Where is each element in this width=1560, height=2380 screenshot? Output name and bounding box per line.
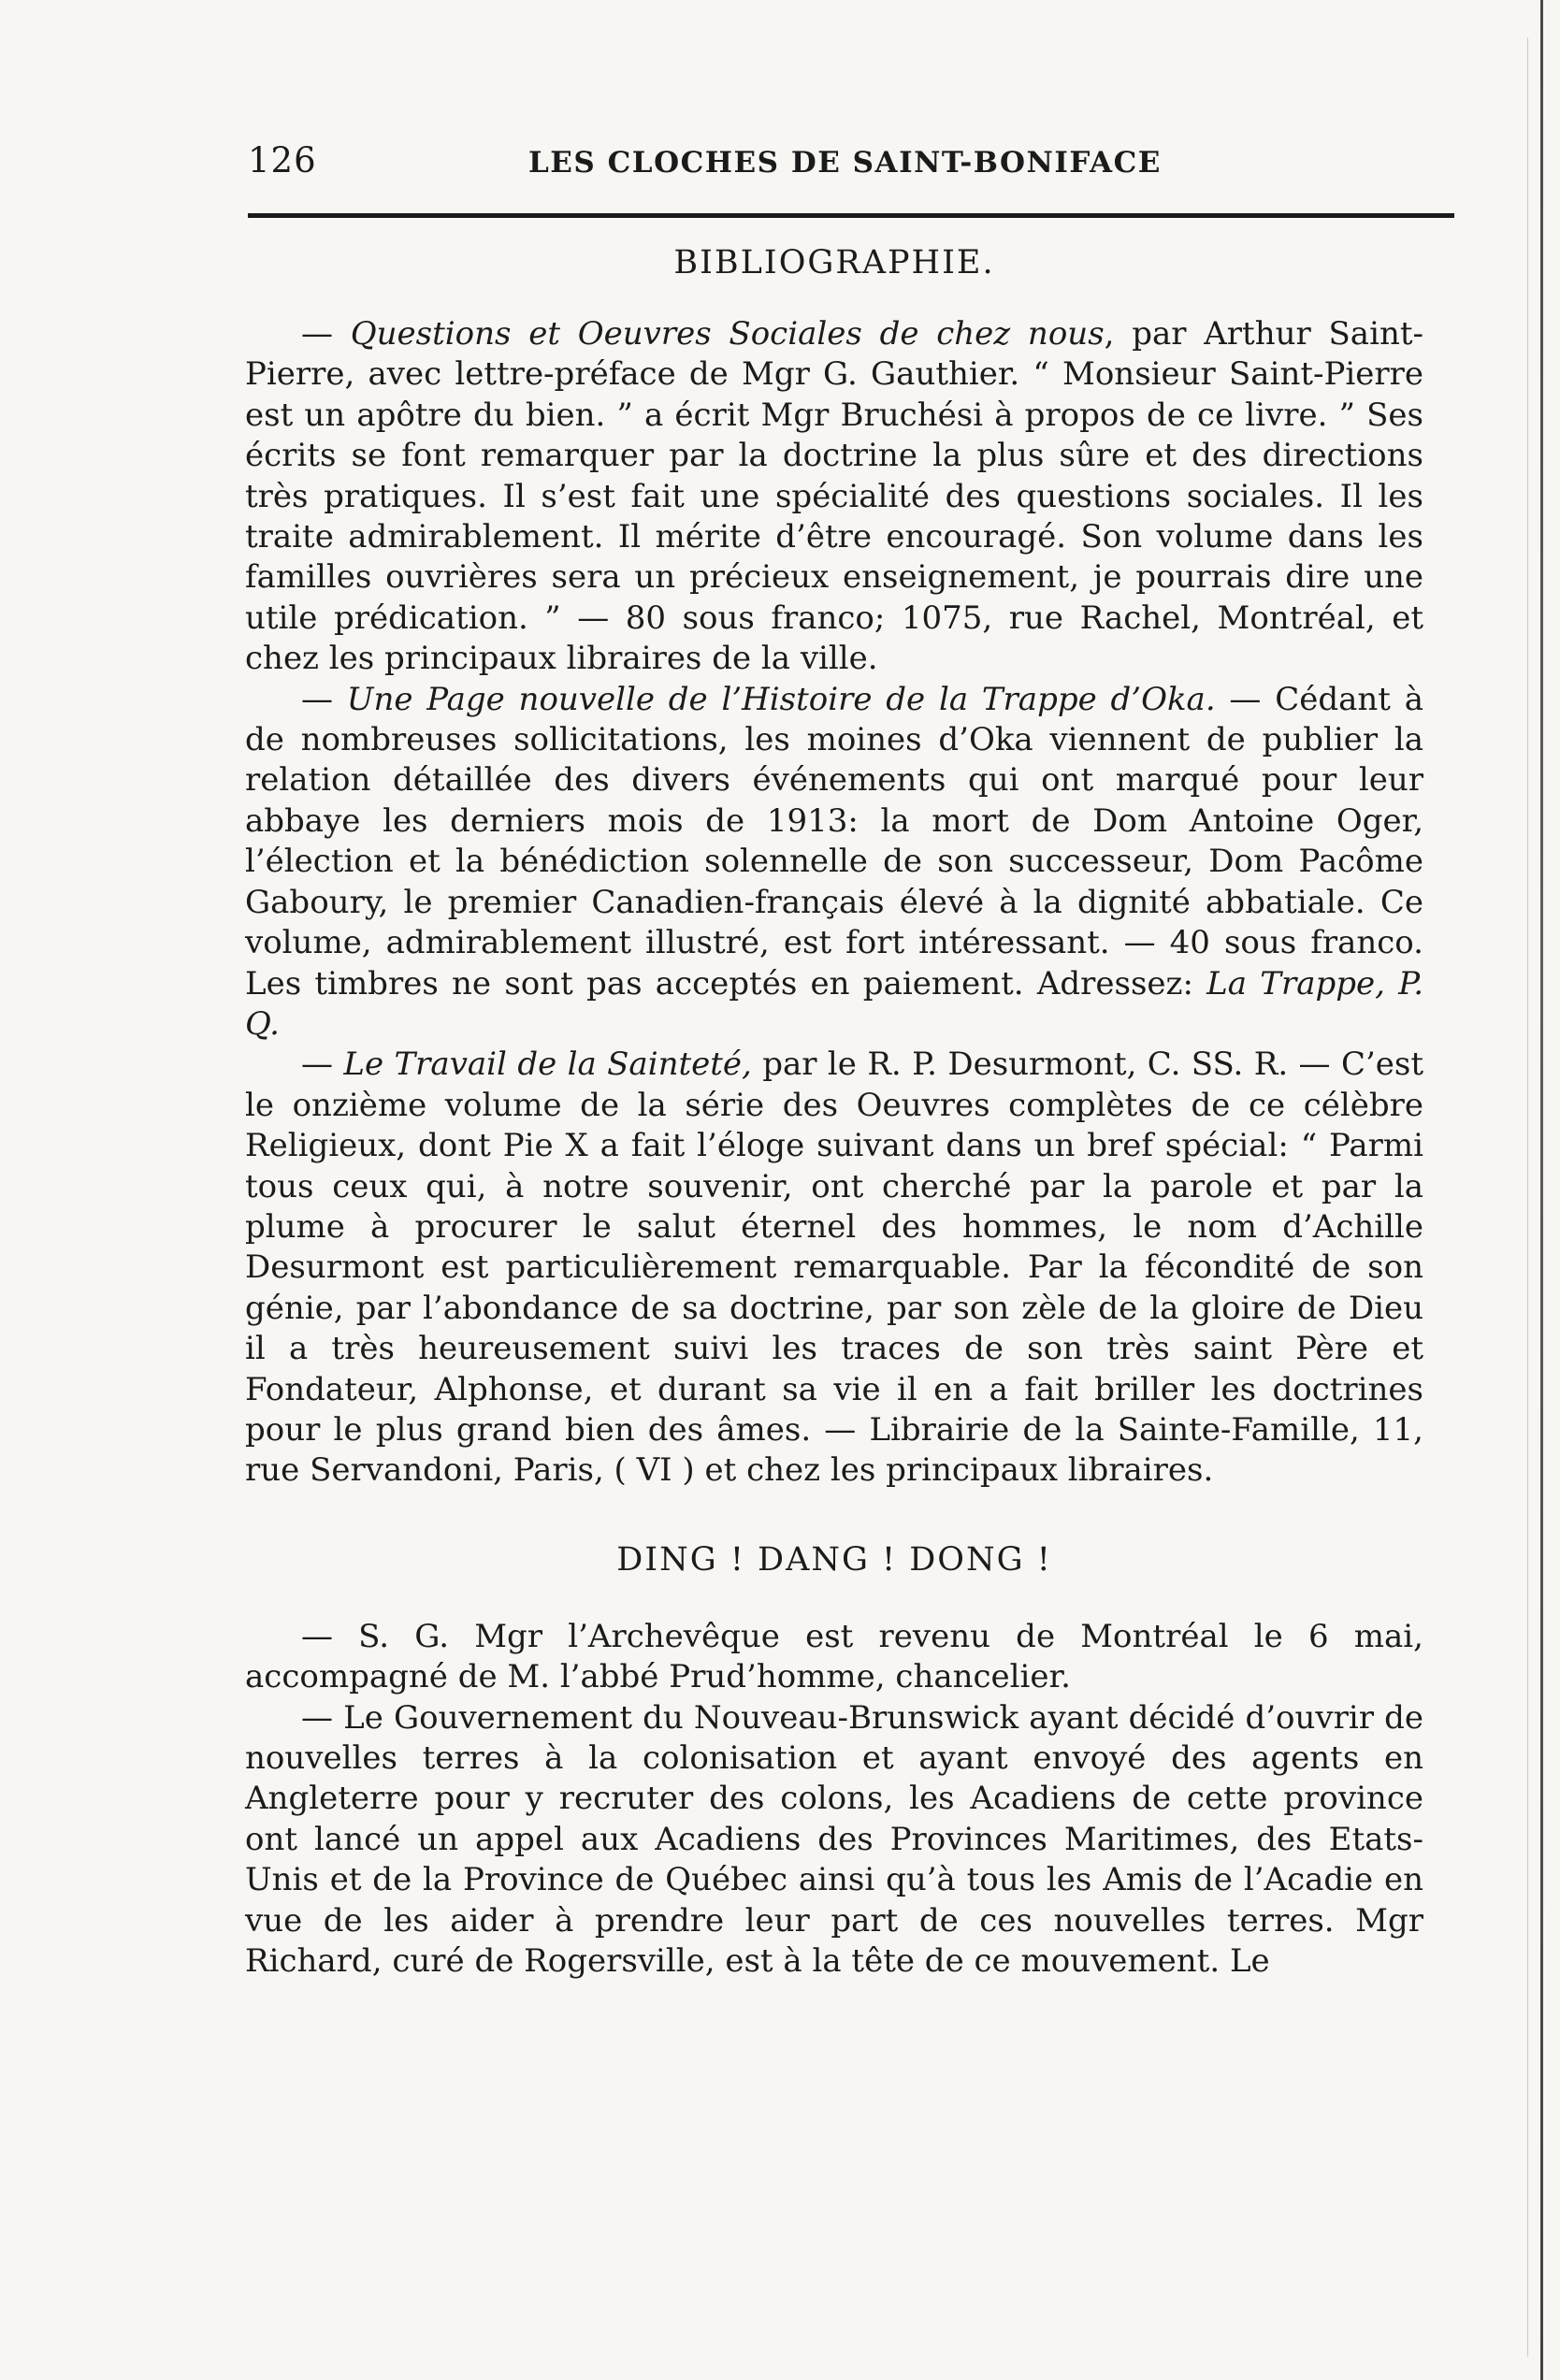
bibliography-entry (245, 314, 1423, 680)
section-heading-ding-dang-dong: DING ! DANG ! DONG ! (616, 1540, 1052, 1579)
bibliography-entry (245, 1045, 1423, 1491)
book-title: Questions et Oeuvres Sociales de chez nous (350, 315, 1105, 353)
running-head (248, 140, 1454, 187)
running-title: LES CLOCHES DE SAINT-BONIFACE (528, 146, 1162, 180)
book-title: Le Travail de la Sainteté, (343, 1046, 752, 1084)
entry-dash: — (301, 680, 347, 718)
entry-text: par le R. P. Desurmont, C. SS. R. — C’est le onzième volume de la série des Oeuvres complètes de ce célèbre Religieux, dont Pie X a fait l’éloge suivant dans un bref spécial: “ Parmi tous ceux qui, à notre souvenir, ont cherché par la parole et par la plume à procurer le salut éternel des hommes, le nom d’Achille Desurmont est particulièrement remarquable. Par la fécondité de son génie, par l’abondance de sa doctrine, par son zèle de la gloire de Dieu il a très heureusement suivi les traces de son très saint Père et Fondateur, Alphonse, et durant sa vie il en a fait briller les doctrines pour le plus grand bien des âmes. — Librairie de la Sainte-Famille, 11, rue Servandoni, Paris, ( VI ) et chez les principaux libraires. (245, 1046, 1423, 1490)
entry-text: , par Arthur Saint-Pierre, avec lettre-préface de Mgr G. Gauthier. “ Monsieur Saint-Pierre est un apôtre du bien. ” a écrit Mgr Bruchési à propos de ce livre. ” Ses écrits se font remarquer par la doctrine la plus sûre et des directions très pratiques. Il s’est fait une spécialité des questions sociales. Il les traite admirablement. Il mérite d’être encouragé. Son volume dans les familles ouvrières sera un précieux enseignement, je pourrais dire une utile prédication. ” — 80 sous franco; 1075, rue Rachel, Montréal, et chez les principaux libraires de la ville. (245, 315, 1423, 678)
entry-dash: — (301, 1046, 344, 1084)
page-number: 126 (248, 140, 317, 180)
book-title: Une Page nouvelle de l’Histoire de la Trappe d’Oka. (346, 680, 1216, 718)
bibliography-entry (245, 680, 1423, 1046)
entry-text: — Cédant à de nombreuses sollicitations, les moines d’Oka viennent de publier la relation détaillée des divers événements qui ont marqué pour leur abbaye les derniers mois de 1913: la mort de Dom Antoine Oger, l’élection et la bénédiction solennelle de son successeur, Dom Pacôme Gaboury, le premier Canadien-français élevé à la dignité abbatiale. Ce volume, admirablement illustré, est fort intéressant. — 40 sous franco. Les timbres ne sont pas acceptés en paiement. Adressez: (245, 680, 1423, 1002)
news-paragraph: — Le Gouvernement du Nouveau-Brunswick ayant décidé d’ouvrir de nouvelles terres à la colonisation et ayant envoyé des agents en Angleterre pour y recruter des colons, les Acadiens de cette province ont lancé un appel aux Acadiens des Provinces Maritimes, des Etats-Unis et de la Province de Québec ainsi qu’à tous les Amis de l’Acadie en vue de les aider à prendre leur part de ces nouvelles terres. Mgr Richard, curé de Rogersville, est à la tête de ce mouvement. Le (245, 1698, 1423, 1981)
news-paragraph: — S. G. Mgr l’Archevêque est revenu de Montréal le 6 mai, accompagné de M. l’abbé Prud’homme, chancelier. (245, 1617, 1423, 1696)
page-edge-line (1527, 37, 1528, 2357)
header-rule (248, 213, 1454, 218)
publisher-address: La Trappe, P. Q. (245, 964, 1423, 1043)
entry-dash: — (301, 315, 351, 353)
page-edge-shadow (1540, 0, 1543, 2380)
page-body (245, 234, 1423, 1982)
section-heading-bibliographie: BIBLIOGRAPHIE. (673, 244, 995, 281)
